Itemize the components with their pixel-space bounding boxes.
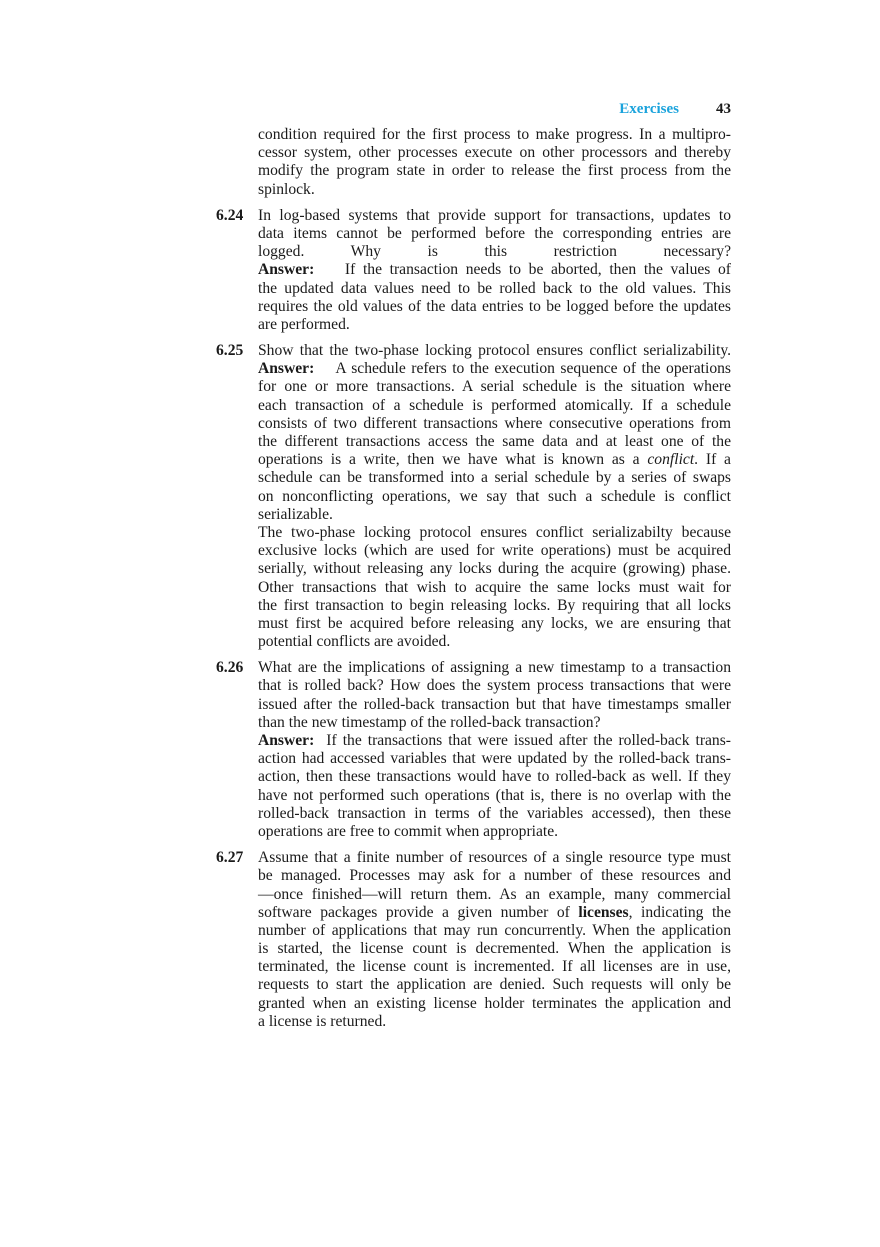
exercise-item xyxy=(216,126,731,199)
line-text: terminated, the license count is incremented. If all licenses are in use, xyxy=(258,958,731,976)
exercise-number: 6.26 xyxy=(216,659,244,677)
line-text: software packages provide a given number of xyxy=(258,903,579,921)
line-text: be managed. Processes may ask for a number of these resources and xyxy=(258,867,731,885)
text-line xyxy=(258,867,731,885)
bold-text: Answer: xyxy=(258,732,315,749)
line-text: data items cannot be performed before the corresponding entries are xyxy=(258,224,731,242)
text-line xyxy=(258,433,731,451)
line-text: operations is a write, then we have what is known as a xyxy=(258,451,648,469)
text-line xyxy=(258,659,731,677)
text-line xyxy=(258,261,731,279)
line-text: requires the old values of the data entries to be logged before the updates xyxy=(258,297,731,315)
text-line xyxy=(258,506,731,524)
line-text: exclusive locks (which are used for write operations) must be acquired xyxy=(258,542,731,560)
text-line xyxy=(258,768,731,786)
line-text: is started, the license count is decremented. When the application is xyxy=(258,940,731,958)
line-text: the different transactions access the same data and at least one of the xyxy=(258,433,731,450)
bold-text: Answer: xyxy=(258,261,315,279)
line-text: granted when an existing license holder terminates the application and xyxy=(258,994,731,1012)
exercise-item xyxy=(216,342,731,651)
line-text: for one or more transactions. A serial schedule is the situation where xyxy=(258,378,731,396)
line-text: —once finished—will return them. As an example, many commercial xyxy=(258,885,731,903)
line-text: each transaction of a schedule is performed atomically. If a schedule xyxy=(258,396,731,414)
line-text: Other transactions that wish to acquire the same locks must wait for xyxy=(258,578,731,596)
text-line xyxy=(258,597,731,615)
line-text: action had accessed variables that were updated by the rolled-back trans- xyxy=(258,750,731,768)
text-line xyxy=(258,542,731,560)
text-line xyxy=(258,787,731,805)
exercise-number: 6.27 xyxy=(216,849,244,867)
line-text: A schedule refers to the execution sequence of the operations xyxy=(314,360,731,378)
line-text: spinlock. xyxy=(258,180,315,198)
line-text: What are the implications of assigning a new timestamp to a transaction xyxy=(258,659,731,677)
line-text: serially, without releasing any locks during the acquire (growing) phase. xyxy=(258,560,731,578)
bold-text: licenses xyxy=(578,903,629,921)
line-text: the updated data values need to be rolled back to the old values. This xyxy=(258,279,731,297)
text-line xyxy=(258,750,731,768)
text-line xyxy=(258,714,731,732)
text-line xyxy=(258,922,731,940)
line-text: potential conflicts are avoided. xyxy=(258,633,451,651)
line-text: requests to start the application are denied. Such requests will only be xyxy=(258,976,731,994)
exercise-item xyxy=(216,207,731,334)
line-text: . If a xyxy=(694,451,731,469)
text-line xyxy=(258,615,731,633)
line-text: operations are free to commit when appropriate. xyxy=(258,822,559,840)
text-line xyxy=(258,524,731,542)
text-line xyxy=(258,469,731,487)
text-line xyxy=(258,207,731,225)
exercise-number: 6.24 xyxy=(216,206,244,224)
text-line xyxy=(258,225,731,243)
text-line xyxy=(258,378,731,396)
line-text: must first be acquired before releasing any locks, we are ensuring that xyxy=(258,614,731,632)
line-text: have not performed such operations (that is, there is no overlap with the xyxy=(258,786,731,804)
exercise-number: 6.25 xyxy=(216,342,244,360)
exercise-item xyxy=(216,849,731,1031)
text-line xyxy=(258,1013,731,1031)
text-line xyxy=(258,696,731,714)
line-text: number of applications that may run concurrently. When the application xyxy=(258,921,731,939)
text-line xyxy=(258,849,731,867)
text-line xyxy=(258,560,731,578)
section-title: Exercises xyxy=(619,101,679,117)
text-line xyxy=(258,633,731,651)
line-text: Assume that a finite number of resources of a single resource type must xyxy=(258,849,731,867)
line-text: issued after the rolled-back transaction but that have timestamps smaller xyxy=(258,695,731,713)
line-text: than the new timestamp of the rolled-back transaction? xyxy=(258,713,601,731)
text-line xyxy=(258,298,731,316)
text-line xyxy=(258,823,731,841)
line-text: are performed. xyxy=(258,315,350,333)
text-line xyxy=(258,126,731,144)
line-text: on nonconflicting operations, we say that such a schedule is conflict xyxy=(258,487,731,505)
line-text: If the transactions that were issued after the rolled-back trans- xyxy=(314,732,731,749)
line-text: serializable. xyxy=(258,505,333,523)
text-line xyxy=(258,280,731,298)
text-line xyxy=(258,397,731,415)
line-text: consists of two different transactions where consecutive operations from xyxy=(258,414,731,432)
line-text: a license is returned. xyxy=(258,1012,387,1030)
italic-text: conflict xyxy=(647,451,695,469)
line-text: action, then these transactions would have to rolled-back as well. If they xyxy=(258,768,731,786)
text-line xyxy=(258,415,731,433)
text-line xyxy=(258,360,731,378)
exercise-list xyxy=(216,126,731,1039)
text-line xyxy=(258,940,731,958)
line-text: modify the program state in order to release the first process from the xyxy=(258,162,731,180)
text-line xyxy=(258,995,731,1013)
text-line xyxy=(258,243,731,261)
text-line xyxy=(258,451,731,469)
text-line xyxy=(258,181,731,199)
exercise-item xyxy=(216,659,731,841)
text-line xyxy=(258,732,731,750)
line-text: The two-phase locking protocol ensures conflict serializabilty because xyxy=(258,523,731,541)
line-text: rolled-back transaction in terms of the variables accessed), then these xyxy=(258,804,731,822)
line-text: condition required for the first process to make progress. In a multipro- xyxy=(258,126,731,143)
text-line xyxy=(258,805,731,823)
text-line xyxy=(258,976,731,994)
line-text: cessor system, other processes execute on other processors and thereby xyxy=(258,144,731,162)
text-line xyxy=(258,958,731,976)
page-number: 43 xyxy=(716,101,731,117)
line-text: the first transaction to begin releasing locks. By requiring that all locks xyxy=(258,596,731,614)
line-text: that is rolled back? How does the system process transactions that were xyxy=(258,677,731,695)
bold-text: Answer: xyxy=(258,360,315,378)
text-line xyxy=(258,904,731,922)
text-line xyxy=(258,316,731,334)
text-line xyxy=(258,144,731,162)
line-text: schedule can be transformed into a serial schedule by a series of swaps xyxy=(258,469,731,487)
line-text: Show that the two-phase locking protocol ensures conflict serializability. xyxy=(258,342,731,360)
line-text: In log-based systems that provide support for transactions, updates to xyxy=(258,206,731,224)
text-line xyxy=(258,579,731,597)
line-text: logged. Why is this restriction necessary? xyxy=(258,243,731,261)
line-text: If the transaction needs to be aborted, then the values of xyxy=(314,261,731,279)
text-line xyxy=(258,677,731,695)
text-line xyxy=(258,342,731,360)
text-line xyxy=(258,162,731,180)
text-line xyxy=(258,886,731,904)
line-text: , indicating the xyxy=(628,903,731,921)
text-line xyxy=(258,488,731,506)
